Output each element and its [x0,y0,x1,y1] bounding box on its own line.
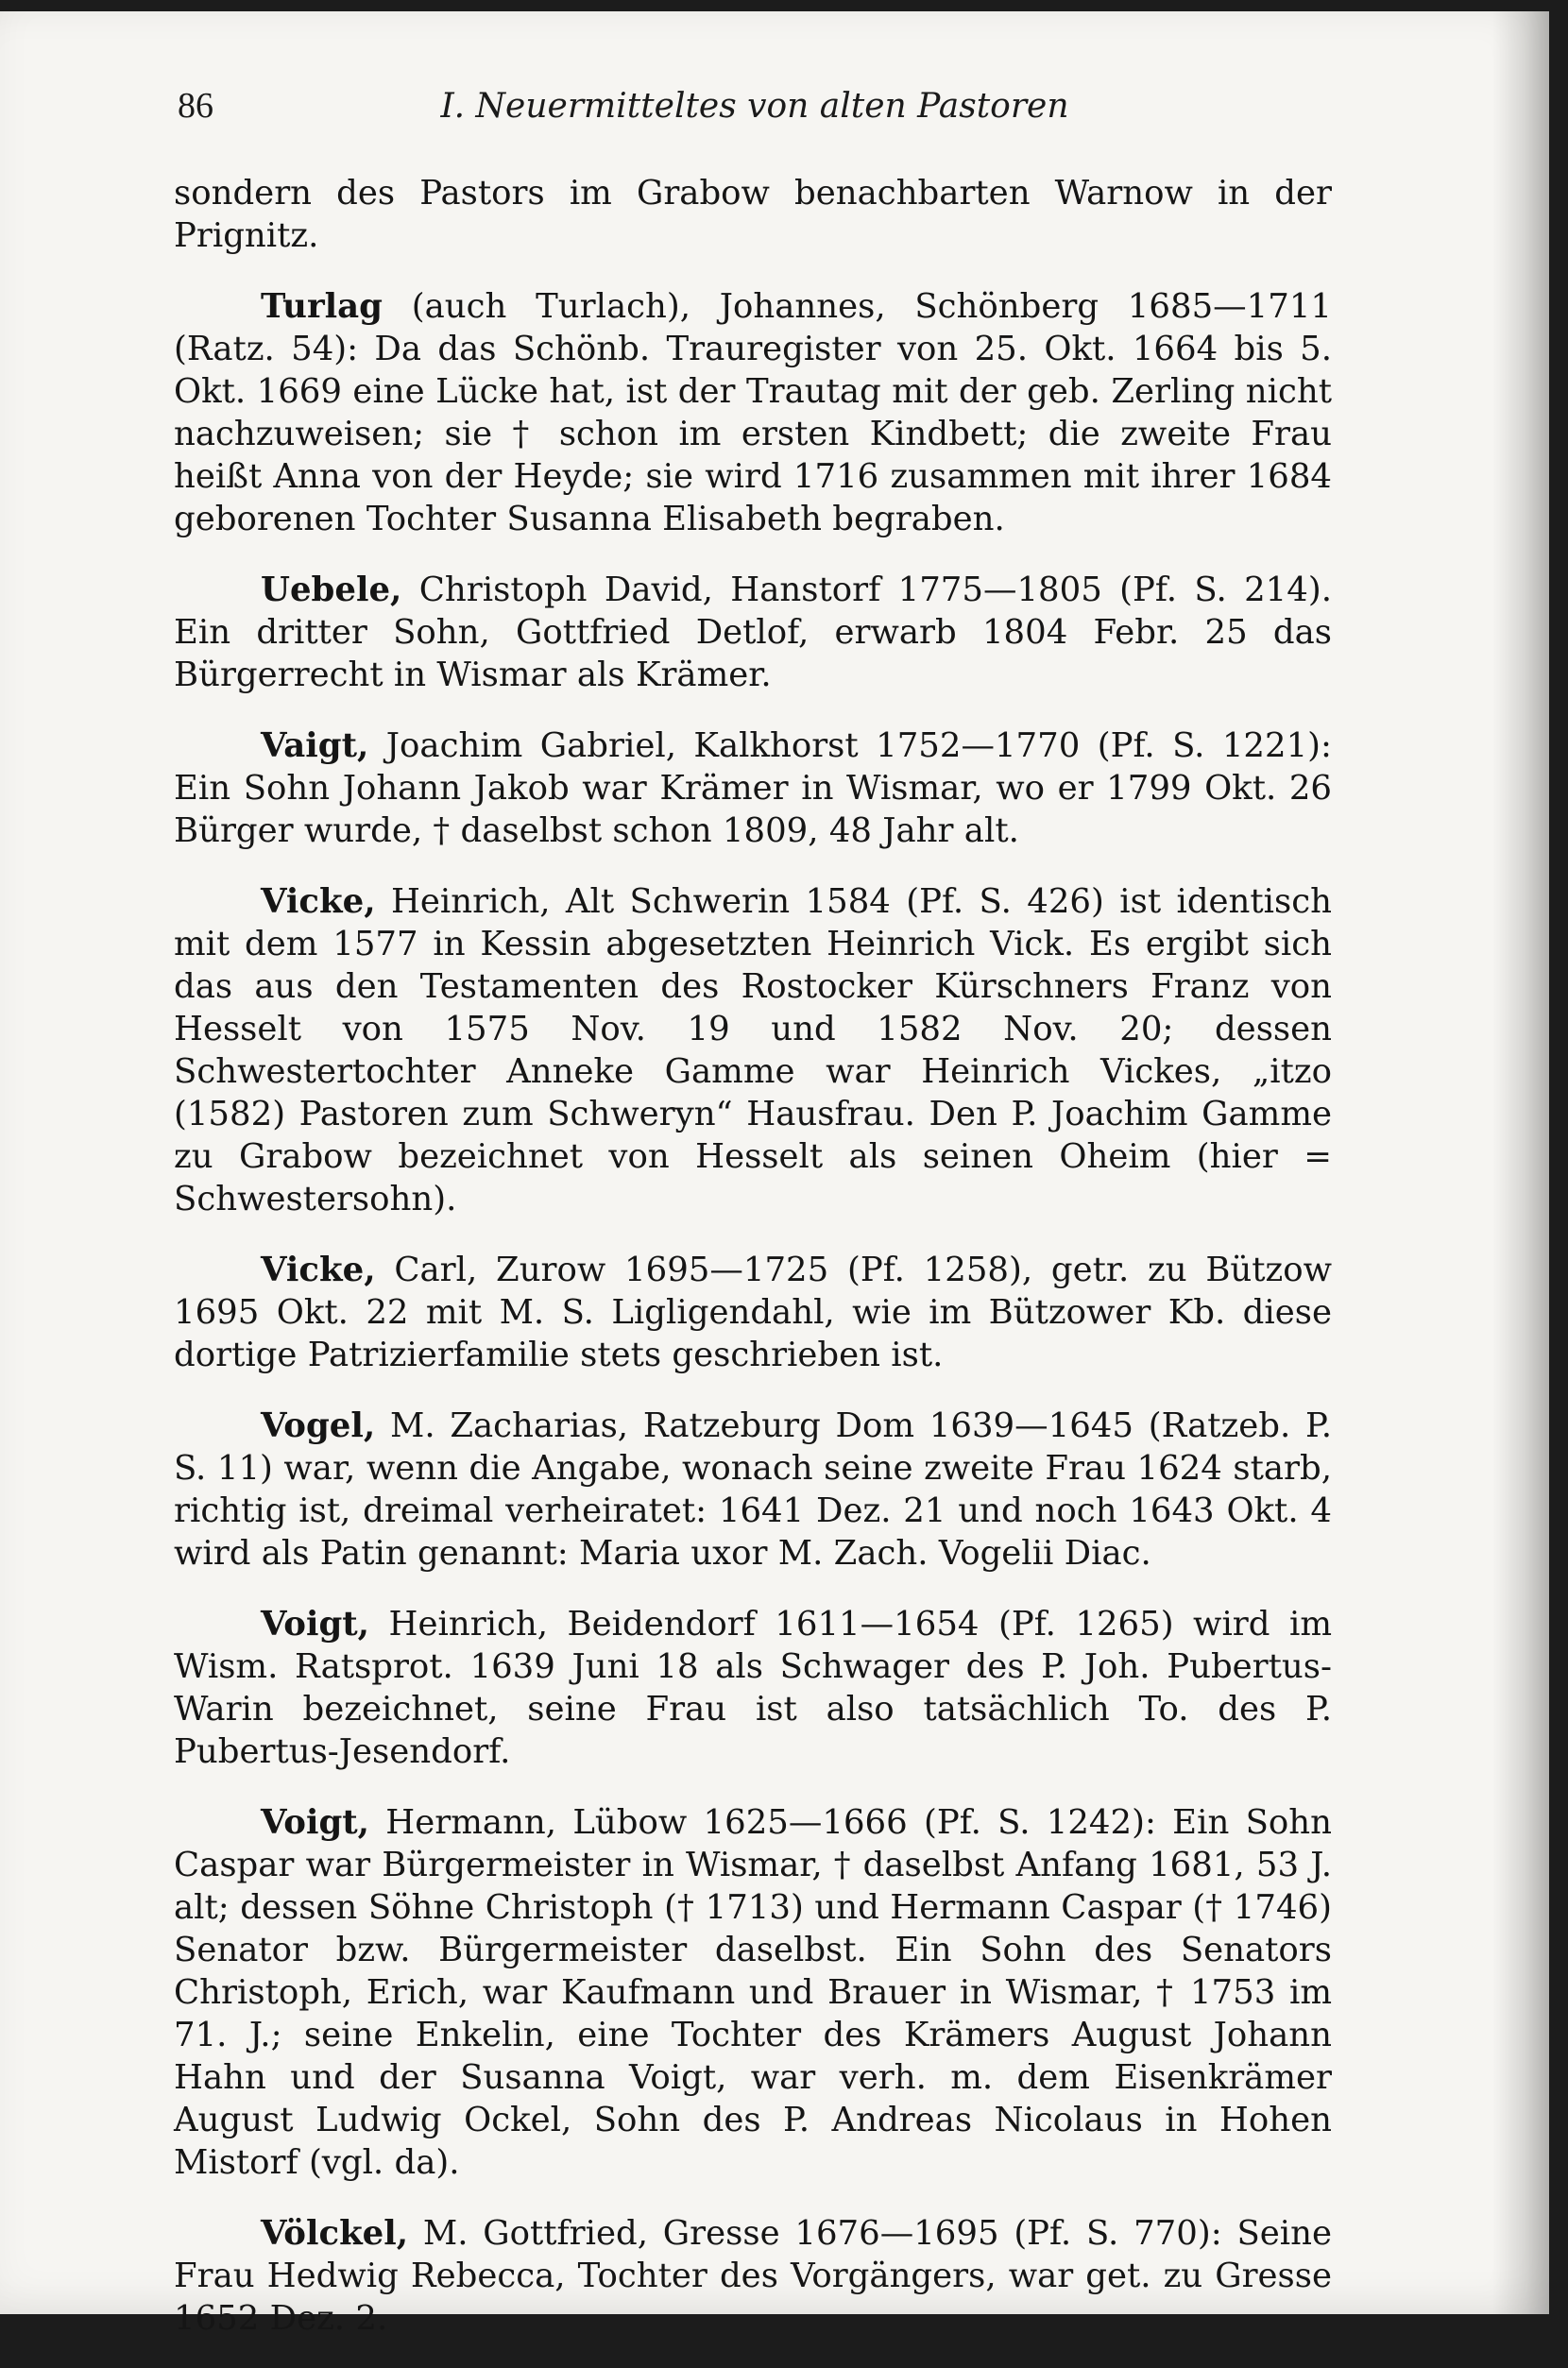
entry-text: Heinrich, Beidendorf 1611—1654 (Pf. 1265) wird im Wism. Ratsprot. 1639 Juni 18 als Schwager des P. Joh. Pubertus-Warin bezeichnet, seine Frau ist also tatsächlich To. des P. Pubertus-Jesendorf. [174,1605,1332,1771]
page-body [174,172,1332,2368]
entry-text: Joachim Gabriel, Kalkhorst 1752—1770 (Pf. S. 1221): Ein Sohn Johann Jakob war Krämer in Wismar, wo er 1799 Okt. 26 Bürger wurde, † daselbst schon 1809, 48 Jahr alt. [174,726,1332,850]
entry-name: Vogel, [261,1406,376,1445]
entry-continuation [174,172,1332,257]
entry-vicke-heinrich [174,880,1332,1220]
entry-name: Völckel, [261,2214,409,2253]
entry-turlag [174,285,1332,540]
spine-shadow [1492,11,1549,2314]
entry-voigt-hermann [174,1801,1332,2184]
entry-voelckel [174,2212,1332,2340]
entry-text: Christoph David, Hanstorf 1775—1805 (Pf. S. 214). Ein dritter Sohn, Gottfried Detlof, erwarb 1804 Febr. 25 das Bürgerrecht in Wismar als Krämer. [174,571,1332,694]
page-header [178,85,1332,142]
entry-name: Voigt, [261,1605,370,1644]
entry-uebele [174,569,1332,696]
entry-vicke-carl [174,1249,1332,1376]
entry-text: Hermann, Lübow 1625—1666 (Pf. S. 1242): Ein Sohn Caspar war Bürgermeister in Wismar, † daselbst Anfang 1681, 53 J. alt; dessen Söhne Christoph († 1713) und Hermann Caspar († 1746) Senator bzw. Bürgermeister daselbst. Ein Sohn des Senators Christoph, Erich, war Kaufmann und Brauer in Wismar, † 1753 im 71. J.; seine Enkelin, eine Tochter des Krämers August Johann Hahn und der Susanna Voigt, war verh. m. dem Eisenkrämer August Ludwig Ockel, Sohn des P. Andreas Nicolaus in Hohen Mistorf (vgl. da). [174,1803,1332,2182]
entry-text: (auch Turlach), Johannes, Schönberg 1685—1711 (Ratz. 54): Da das Schönb. Trauregister von 25. Okt. 1664 bis 5. Okt. 1669 eine Lücke hat, ist der Trautag mit der geb. Zerling nicht nachzuweisen; sie † schon im ersten Kindbett; die zweite Frau heißt Anna von der Heyde; sie wird 1716 zusammen mit ihrer 1684 geborenen Tochter Susanna Elisabeth begraben. [174,287,1332,538]
entry-name: Vicke, [261,882,376,921]
entry-voigt-heinrich [174,1603,1332,1773]
entry-name: Vicke, [261,1251,376,1289]
entry-vaigt [174,724,1332,852]
entry-text: sondern des Pastors im Grabow benachbarten Warnow in der Prignitz. [174,174,1332,255]
page-number: 86 [178,86,213,126]
entry-name: Vaigt, [261,726,369,765]
entry-name: Voigt, [261,1803,370,1842]
book-page [0,11,1549,2338]
entry-name: Turlag [261,287,383,326]
running-head: I. Neuermitteltes von alten Pastoren [440,87,1069,126]
entry-text: Carl, Zurow 1695—1725 (Pf. 1258), getr. zu Bützow 1695 Okt. 22 mit M. S. Ligligendahl, wie im Bützower Kb. diese dortige Patrizierfamilie stets geschrieben ist. [174,1251,1332,1374]
entry-text: M. Zacharias, Ratzeburg Dom 1639—1645 (Ratzeb. P. S. 11) war, wenn die Angabe, wonach seine zweite Frau 1624 starb, richtig ist, dreimal verheiratet: 1641 Dez. 21 und noch 1643 Okt. 4 wird als Patin genannt: Maria uxor M. Zach. Vogelii Diac. [174,1406,1332,1573]
entry-text: M. Gottfried, Gresse 1676—1695 (Pf. S. 770): Seine Frau Hedwig Rebecca, Tochter des Vorgängers, war get. zu Gresse 1652 Dez. 2. [174,2214,1332,2338]
entry-vogel [174,1405,1332,1575]
entry-text: Heinrich, Alt Schwerin 1584 (Pf. S. 426) ist identisch mit dem 1577 in Kessin abgesetzten Heinrich Vick. Es ergibt sich das aus den Testamenten des Rostocker Kürschners Franz von Hesselt von 1575 Nov. 19 und 1582 Nov. 20; dessen Schwestertochter Anneke Gamme war Heinrich Vickes, „itzo (1582) Pastoren zum Schweryn“ Hausfrau. Den P. Joachim Gamme zu Grabow bezeichnet von Hesselt als seinen Oheim (hier = Schwestersohn). [174,882,1332,1218]
entry-name: Uebele, [261,571,402,609]
